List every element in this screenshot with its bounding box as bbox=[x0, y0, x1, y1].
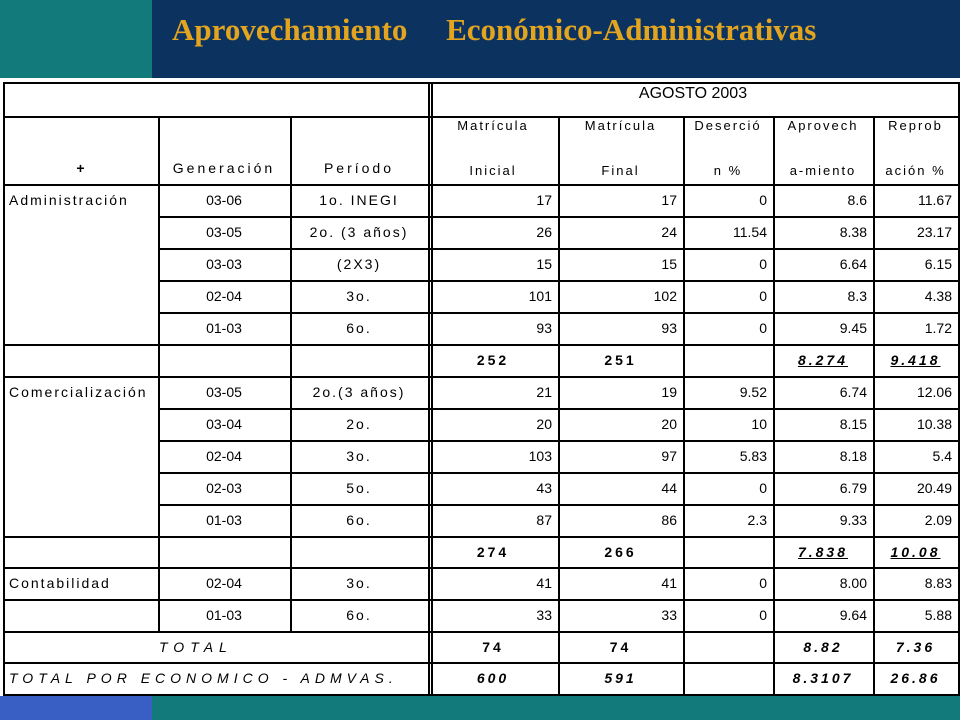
row-desercion: 11.54 bbox=[733, 224, 767, 240]
subtotal-matricula-final: 251 bbox=[604, 352, 637, 368]
row-reprobacion: 6.15 bbox=[924, 256, 952, 272]
row-aprovechamiento: 9.45 bbox=[839, 320, 867, 336]
grid-line bbox=[558, 116, 560, 633]
row-generacion: 03-03 bbox=[206, 256, 242, 272]
row-desercion: 0 bbox=[759, 575, 767, 591]
row-periodo: 6o. bbox=[346, 512, 372, 528]
row-matricula-final: 24 bbox=[661, 224, 677, 240]
subtotal-reprobacion: 10.08 bbox=[890, 544, 941, 560]
title-part-1: Aprovechamiento bbox=[172, 12, 408, 47]
data-table bbox=[0, 80, 960, 694]
row-carrera bbox=[3, 448, 158, 466]
subtotal-matricula-final: 266 bbox=[604, 544, 637, 560]
row-generacion: 01-03 bbox=[206, 512, 242, 528]
header-aprovechamiento-line1: Aprovech bbox=[787, 118, 859, 133]
grid-line bbox=[290, 116, 292, 633]
row-periodo: 6o. bbox=[346, 320, 372, 336]
grid-line bbox=[3, 82, 5, 696]
row-carrera bbox=[3, 480, 158, 498]
row-reprobacion: 12.06 bbox=[916, 384, 952, 400]
grand-total-label: TOTAL POR ECONOMICO - ADMVAS. bbox=[9, 670, 398, 686]
grid-line bbox=[3, 184, 960, 186]
row-desercion: 2.3 bbox=[747, 512, 767, 528]
grid-line bbox=[3, 116, 430, 118]
row-carrera bbox=[3, 256, 158, 274]
row-aprovechamiento: 8.3 bbox=[847, 288, 867, 304]
grand-total-matricula-inicial: 600 bbox=[476, 670, 510, 686]
row-matricula-final: 17 bbox=[661, 192, 677, 208]
row-reprobacion: 5.88 bbox=[924, 607, 952, 623]
row-carrera: Comercialización bbox=[9, 384, 148, 400]
grid-line bbox=[3, 536, 960, 538]
header-reprobacion-line1: Reprob bbox=[888, 118, 943, 133]
row-matricula-inicial: 103 bbox=[528, 448, 552, 464]
grand-total-matricula-final: 591 bbox=[604, 670, 637, 686]
header-generacion: Generación bbox=[172, 160, 276, 176]
row-desercion: 10 bbox=[751, 416, 767, 432]
row-periodo: (2X3) bbox=[336, 256, 382, 272]
subtotal-aprovechamiento: 8.274 bbox=[797, 352, 849, 368]
subtotal-matricula-inicial: 252 bbox=[476, 352, 510, 368]
row-aprovechamiento: 6.79 bbox=[839, 480, 867, 496]
row-matricula-inicial: 21 bbox=[536, 384, 552, 400]
subtotal-reprobacion: 9.418 bbox=[890, 352, 941, 368]
row-aprovechamiento: 8.6 bbox=[847, 192, 867, 208]
header-aprovechamiento-line2: a-miento bbox=[789, 163, 857, 178]
grid-line bbox=[428, 631, 430, 696]
row-matricula-final: 15 bbox=[661, 256, 677, 272]
grid-line bbox=[3, 662, 960, 664]
row-matricula-final: 33 bbox=[661, 607, 677, 623]
row-desercion: 0 bbox=[759, 480, 767, 496]
row-matricula-final: 19 bbox=[661, 384, 677, 400]
total-matricula-inicial: 74 bbox=[482, 639, 504, 655]
footer-accent-block bbox=[0, 696, 152, 720]
row-carrera bbox=[3, 224, 158, 242]
row-periodo: 6o. bbox=[346, 607, 372, 623]
row-matricula-inicial: 15 bbox=[536, 256, 552, 272]
row-matricula-final: 44 bbox=[661, 480, 677, 496]
grand-total-reprobacion: 26.86 bbox=[890, 670, 941, 686]
grid-line bbox=[3, 567, 960, 569]
row-carrera bbox=[3, 320, 158, 338]
total-reprobacion: 7.36 bbox=[895, 639, 936, 655]
row-desercion: 0 bbox=[759, 320, 767, 336]
row-desercion: 9.52 bbox=[739, 384, 767, 400]
header-desercion-line1: Deserció bbox=[694, 118, 762, 133]
row-aprovechamiento: 9.33 bbox=[839, 512, 867, 528]
row-matricula-final: 86 bbox=[661, 512, 677, 528]
row-matricula-inicial: 41 bbox=[536, 575, 552, 591]
grid-line bbox=[683, 631, 685, 696]
row-matricula-inicial: 93 bbox=[536, 320, 552, 336]
row-matricula-inicial: 33 bbox=[536, 607, 552, 623]
grid-line bbox=[558, 631, 560, 696]
header-accent-block bbox=[0, 0, 152, 78]
subtotal-matricula-inicial: 274 bbox=[476, 544, 510, 560]
row-periodo: 3o. bbox=[346, 288, 372, 304]
row-periodo: 5o. bbox=[346, 480, 372, 496]
grid-line bbox=[3, 344, 960, 346]
row-reprobacion: 8.83 bbox=[924, 575, 952, 591]
row-reprobacion: 23.17 bbox=[916, 224, 952, 240]
row-generacion: 03-05 bbox=[206, 384, 242, 400]
header-matricula-final-line1: Matrícula bbox=[584, 118, 657, 133]
row-aprovechamiento: 6.64 bbox=[839, 256, 867, 272]
row-aprovechamiento: 8.00 bbox=[839, 575, 867, 591]
total-label: TOTAL bbox=[159, 639, 233, 655]
grid-line bbox=[428, 116, 430, 633]
header-reprobacion-line2: ación % bbox=[885, 163, 946, 178]
grid-line bbox=[158, 116, 160, 633]
row-reprobacion: 4.38 bbox=[924, 288, 952, 304]
header-matricula-inicial-line2: Inicial bbox=[469, 163, 517, 178]
row-reprobacion: 11.67 bbox=[918, 192, 952, 208]
header-periodo: Período bbox=[323, 160, 395, 176]
row-matricula-final: 93 bbox=[661, 320, 677, 336]
grid-line bbox=[428, 116, 960, 118]
row-matricula-inicial: 43 bbox=[536, 480, 552, 496]
row-reprobacion: 1.72 bbox=[924, 320, 952, 336]
row-matricula-final: 97 bbox=[661, 448, 677, 464]
row-carrera bbox=[3, 607, 158, 625]
row-generacion: 02-04 bbox=[206, 288, 242, 304]
total-matricula-final: 74 bbox=[609, 639, 632, 655]
row-reprobacion: 2.09 bbox=[924, 512, 952, 528]
row-periodo: 3o. bbox=[346, 575, 372, 591]
row-desercion: 0 bbox=[759, 192, 767, 208]
grid-line bbox=[3, 82, 960, 84]
row-periodo: 2o. (3 años) bbox=[309, 224, 409, 240]
row-reprobacion: 10.38 bbox=[916, 416, 952, 432]
page-title bbox=[172, 8, 816, 52]
header-matricula-final-line2: Final bbox=[601, 163, 640, 178]
header-matricula-inicial-line1: Matrícula bbox=[457, 118, 529, 133]
period-header: AGOSTO 2003 bbox=[638, 86, 748, 102]
row-matricula-inicial: 87 bbox=[536, 512, 552, 528]
row-desercion: 0 bbox=[759, 288, 767, 304]
row-generacion: 02-04 bbox=[206, 448, 242, 464]
grid-line bbox=[3, 376, 960, 378]
row-aprovechamiento: 8.38 bbox=[839, 224, 867, 240]
row-reprobacion: 20.49 bbox=[916, 480, 952, 496]
row-periodo: 2o. bbox=[346, 416, 372, 432]
row-reprobacion: 5.4 bbox=[932, 448, 952, 464]
header-marker: + bbox=[76, 160, 85, 176]
row-matricula-inicial: 101 bbox=[528, 288, 552, 304]
row-matricula-final: 20 bbox=[661, 416, 677, 432]
row-carrera: Administración bbox=[9, 192, 129, 208]
grid-line bbox=[773, 631, 775, 696]
grid-line bbox=[873, 116, 875, 633]
row-carrera bbox=[3, 288, 158, 306]
row-generacion: 02-03 bbox=[206, 480, 242, 496]
grid-line bbox=[431, 82, 433, 696]
row-periodo: 1o. INEGI bbox=[319, 192, 399, 208]
row-carrera bbox=[3, 512, 158, 530]
row-carrera bbox=[3, 416, 158, 434]
row-generacion: 03-05 bbox=[206, 224, 242, 240]
row-desercion: 0 bbox=[759, 256, 767, 272]
title-part-2: Económico-Administrativas bbox=[446, 12, 817, 47]
row-matricula-inicial: 26 bbox=[536, 224, 552, 240]
row-aprovechamiento: 9.64 bbox=[839, 607, 867, 623]
row-desercion: 5.83 bbox=[739, 448, 767, 464]
row-aprovechamiento: 8.18 bbox=[839, 448, 867, 464]
grid-line bbox=[873, 631, 875, 696]
grid-line bbox=[428, 82, 430, 118]
subtotal-aprovechamiento: 7.838 bbox=[797, 544, 849, 560]
row-aprovechamiento: 8.15 bbox=[839, 416, 867, 432]
row-generacion: 02-04 bbox=[206, 575, 242, 591]
row-generacion: 01-03 bbox=[206, 607, 242, 623]
header-desercion-line2: n % bbox=[713, 163, 743, 178]
row-matricula-inicial: 17 bbox=[536, 192, 552, 208]
row-generacion: 03-04 bbox=[206, 416, 242, 432]
grid-line bbox=[683, 116, 685, 633]
grid-line bbox=[3, 631, 960, 633]
grid-line bbox=[3, 599, 960, 601]
row-aprovechamiento: 6.74 bbox=[839, 384, 867, 400]
row-matricula-final: 102 bbox=[653, 288, 677, 304]
row-generacion: 01-03 bbox=[206, 320, 242, 336]
total-aprovechamiento: 8.82 bbox=[803, 639, 843, 655]
grand-total-aprovechamiento: 8.3107 bbox=[792, 670, 854, 686]
row-desercion: 0 bbox=[759, 607, 767, 623]
row-matricula-final: 41 bbox=[661, 575, 677, 591]
row-periodo: 2o.(3 años) bbox=[312, 384, 406, 400]
grid-line bbox=[773, 116, 775, 633]
row-matricula-inicial: 20 bbox=[536, 416, 552, 432]
row-periodo: 3o. bbox=[346, 448, 372, 464]
row-carrera: Contabilidad bbox=[9, 575, 111, 591]
row-generacion: 03-06 bbox=[206, 192, 242, 208]
